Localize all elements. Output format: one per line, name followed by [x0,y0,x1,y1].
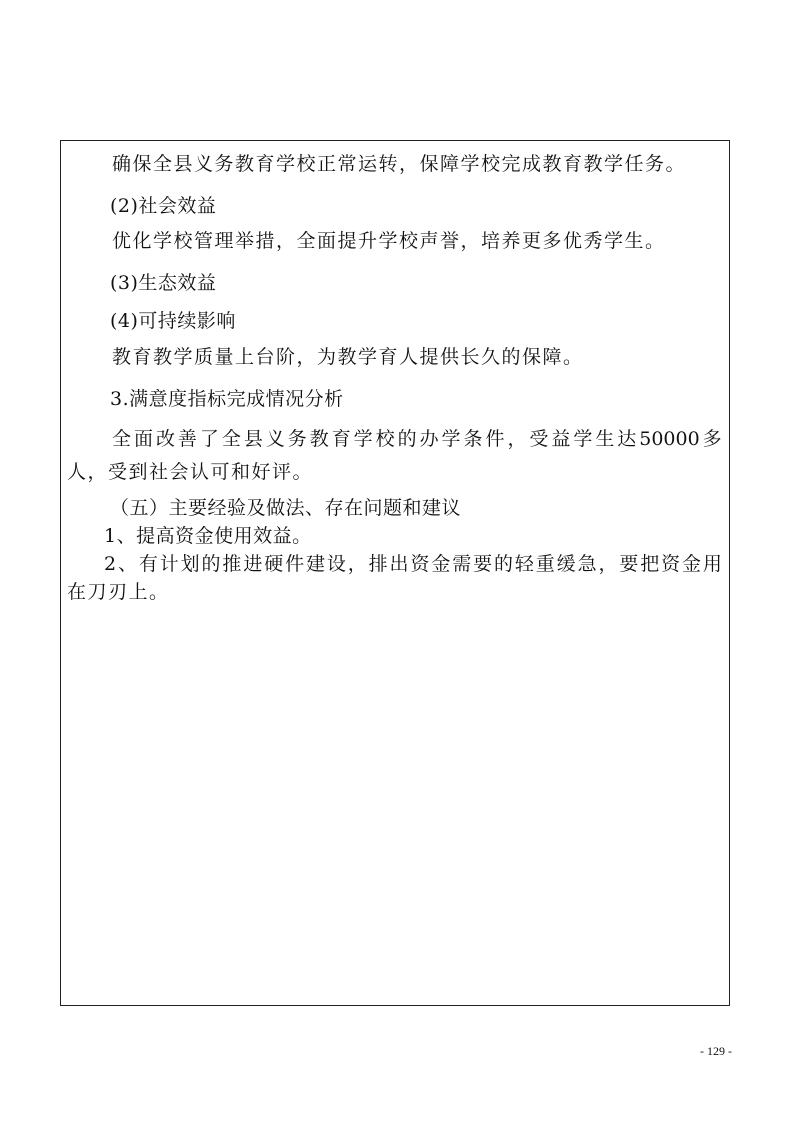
glyph: 善 [177,428,197,450]
page-number: - 129 - [700,1044,732,1058]
heading-satisfaction-analysis: 3.满意度指标完成情况分析 [110,388,344,410]
glyph: 达 [617,428,637,450]
paragraph-satisfaction-line-2: 人，受到社会认可和好评。 [67,461,314,483]
glyph: 计 [159,553,179,575]
glyph: 务 [287,428,307,450]
glyph: 设 [326,553,346,575]
glyph: 建 [305,553,325,575]
glyph: 金 [431,553,451,575]
paragraph-sustainable-impact: 教育教学质量上台阶，为教学育人提供长久的保障。 [112,346,584,368]
heading-ecological-benefit: (3)生态效益 [110,272,217,294]
glyph: 改 [155,428,175,450]
heading-sustainable-impact: (4)可持续影响 [110,310,236,332]
glyph: 益 [551,428,571,450]
glyph: 生 [595,428,615,450]
paragraph-social-benefit: 优化学校管理举措，全面提升学校声誉，培养更多优秀学生。 [112,230,666,252]
glyph: 轻 [514,553,534,575]
glyph: 全 [221,428,241,450]
list-item-2-line-1 [104,552,722,576]
glyph: 全 [112,428,132,450]
glyph: 件 [285,553,305,575]
glyph: 2 [104,553,117,575]
glyph: 要 [473,553,493,575]
glyph: 的 [201,553,221,575]
glyph: 有 [138,553,158,575]
glyph: 、 [117,553,137,575]
glyph: 学 [573,428,593,450]
glyph: 资 [410,553,430,575]
glyph: 排 [368,553,388,575]
glyph: 硬 [264,553,284,575]
glyph: 县 [243,428,263,450]
glyph: 划 [180,553,200,575]
glyph: 金 [682,553,702,575]
glyph: 资 [661,553,681,575]
glyph: 的 [397,428,417,450]
glyph: 把 [640,553,660,575]
glyph: 要 [619,553,639,575]
glyph: 育 [331,428,351,450]
glyph: ， [598,553,618,575]
heading-experience-and-suggestions: （五）主要经验及做法、存在问题和建议 [110,497,462,519]
glyph: 办 [419,428,439,450]
list-item-2-line-2: 在刀刃上。 [67,581,170,603]
paragraph-operation-guarantee: 确保全县义务教育学校正常运转，保障学校完成教育教学任务。 [112,153,687,175]
glyph: 50000 [639,428,700,450]
glyph: 校 [375,428,395,450]
glyph: ， [507,428,527,450]
glyph: ， [347,553,367,575]
glyph: 的 [494,553,514,575]
list-item-1: 1、提高资金使用效益。 [104,525,312,547]
glyph: 用 [702,553,722,575]
glyph: 多 [702,428,722,450]
glyph: 缓 [556,553,576,575]
glyph: 面 [133,428,153,450]
heading-social-benefit: (2)社会效益 [110,195,217,217]
glyph: 条 [463,428,483,450]
paragraph-satisfaction-line-1 [112,427,722,451]
glyph: 重 [535,553,555,575]
glyph: 需 [452,553,472,575]
glyph: 学 [353,428,373,450]
glyph: 急 [577,553,597,575]
glyph: 了 [199,428,219,450]
glyph: 进 [243,553,263,575]
glyph: 教 [309,428,329,450]
glyph: 推 [222,553,242,575]
glyph: 件 [485,428,505,450]
glyph: 出 [389,553,409,575]
glyph: 受 [529,428,549,450]
glyph: 义 [265,428,285,450]
glyph: 学 [441,428,461,450]
